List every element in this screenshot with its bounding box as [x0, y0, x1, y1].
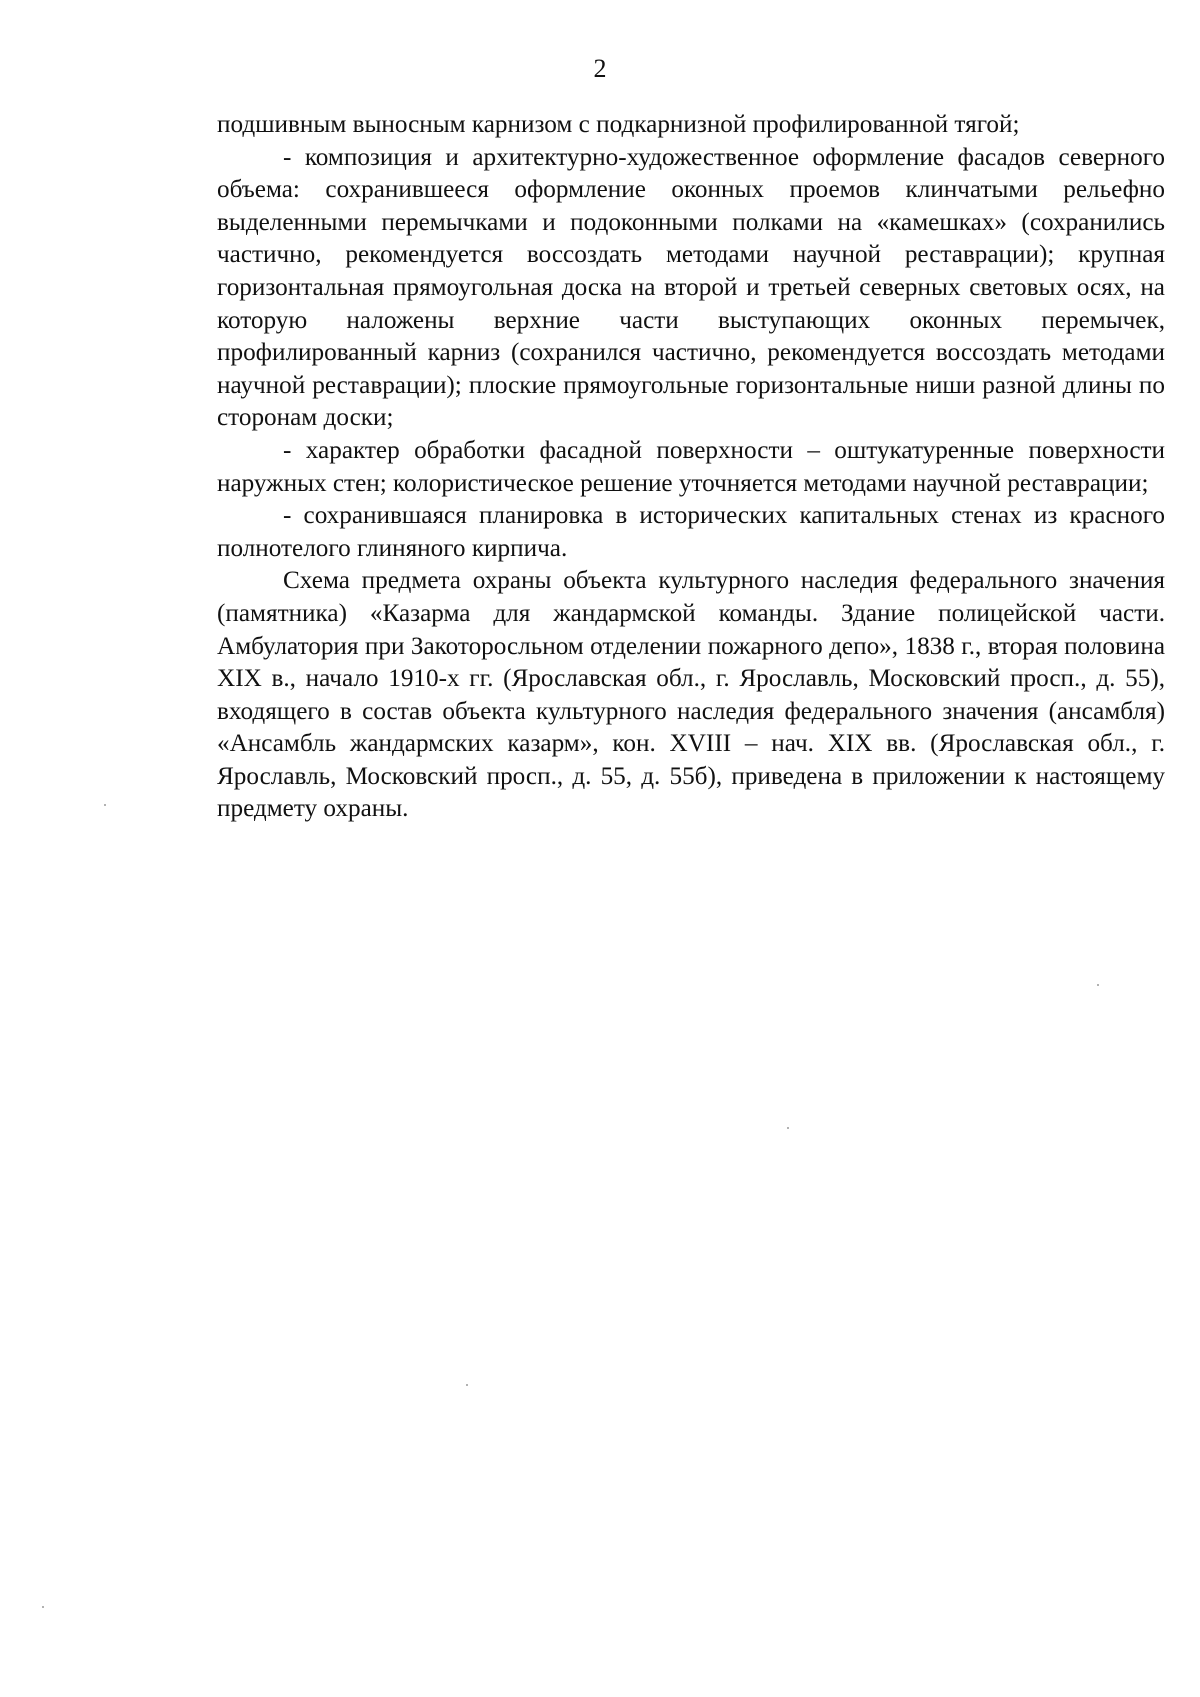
scan-speck: [466, 1384, 468, 1386]
paragraph-north-facade: - композиция и архитектурно-художественное оформление фасадов северного объема: сохранившееся оформление оконных проемов клинчатыми рельефно выделенными перемычками и подоконными полками на «камешках» (сохранились частично, рекомендуется воссоздать методами научной реставрации); крупная горизонтальная прямоугольная доска на второй и третьей северных световых осях, на которую наложены верхние части выступающих оконных перемычек, профилированный карниз (сохранился частично, рекомендуется воссоздать методами научной реставрации); плоские прямоугольные горизонтальные ниши разной длины по сторонам доски;: [217, 143, 1165, 432]
paragraph-protection-scheme: Схема предмета охраны объекта культурного наследия федерального значения (памятника) «Казарма для жандармской команды. Здание полицейской части. Амбулатория при Закоторосльном отделении пожарного депо», 1838 г., вторая половина XIX в., начало 1910-х гг. (Ярославская обл., г. Ярославль, Московский просп., д. 55), входящего в состав объекта культурного наследия федерального значения (ансамбля) «Ансамбль жандармских казарм», кон. XVIII – нач. XIX вв. (Ярославская обл., г. Ярославль, Московский просп., д. 55, д. 55б), приведена в приложении к настоящему предмету охраны.: [217, 567, 1165, 823]
paragraph-layout: - сохранившаяся планировка в исторических капитальных стенах из красного полнотелого глиняного кирпича.: [217, 502, 1165, 562]
document-body: [217, 109, 1165, 826]
paragraph-cornice-continuation: подшивным выносным карнизом с подкарнизной профилированной тягой;: [217, 111, 1020, 138]
scan-speck: [787, 1127, 789, 1129]
scan-speck: [1097, 984, 1099, 986]
scan-speck: [42, 1606, 44, 1608]
scan-speck: [104, 804, 106, 806]
paragraph-facade-surface: - характер обработки фасадной поверхности – оштукатуренные поверхности наружных стен; колористическое решение уточняется методами научной реставрации;: [217, 436, 1165, 497]
page-number: 2: [593, 54, 607, 83]
